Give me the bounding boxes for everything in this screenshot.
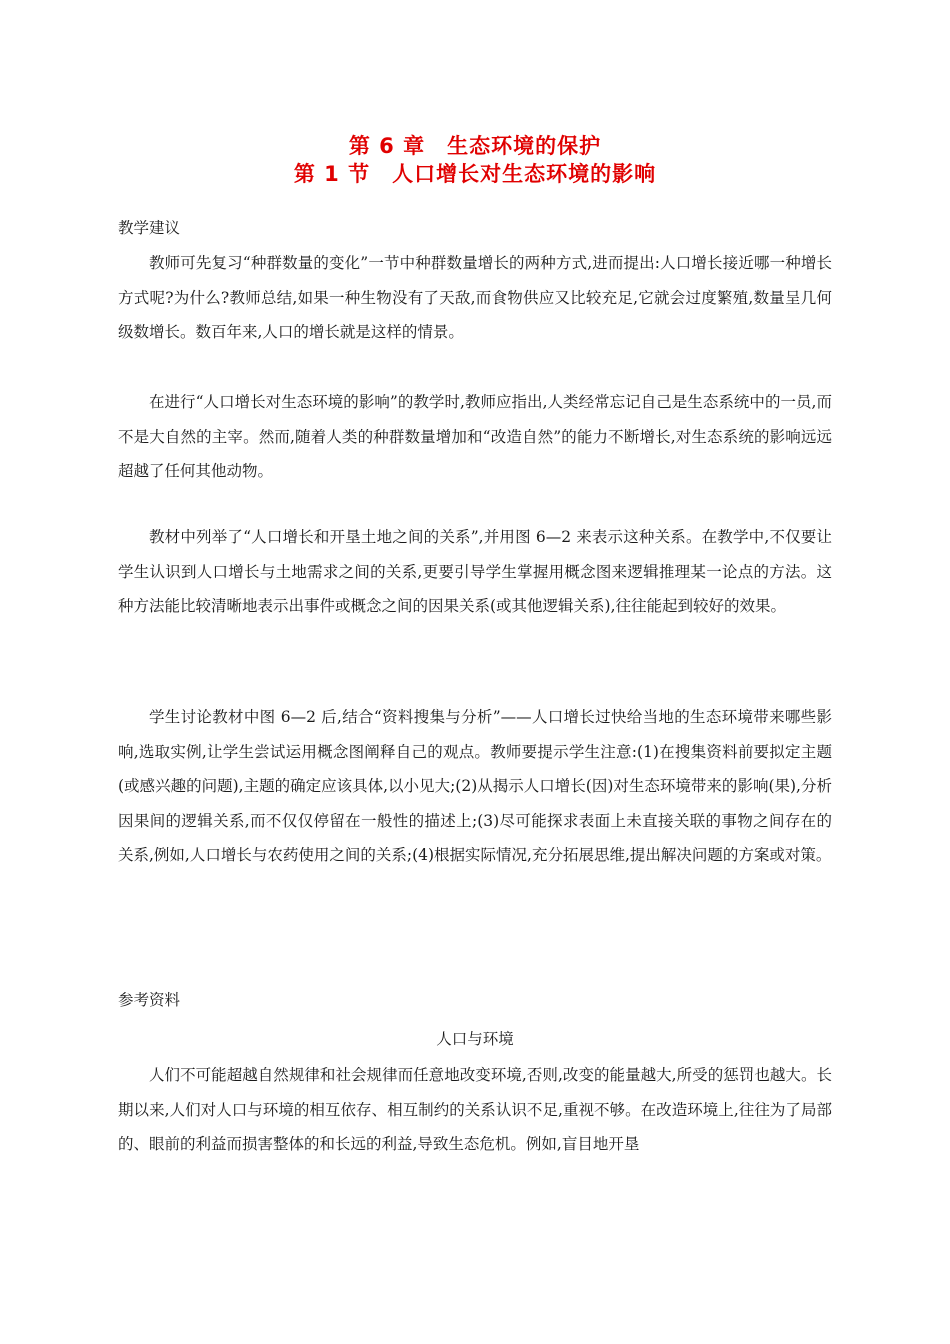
article-title: 人口与环境 (436, 1030, 514, 1048)
teaching-suggestions-heading: 教学建议 (118, 219, 181, 237)
reference-paragraph-1: 人们不可能超越自然规律和社会规律而任意地改变环境,否则,改变的能量越大,所受的惩罚也越大。长期以来,人们对人口与环境的相互依存、相互制约的关系认识不足,重视不够。在改造环境上,往往为了局部的、眼前的利益而损害整体的和长远的利益,导致生态危机。例如,盲目地开垦 (118, 1066, 832, 1154)
chapter-title: 第 6 章 生态环境的保护 (348, 134, 602, 158)
reference-heading: 参考资料 (118, 991, 181, 1009)
teaching-paragraph-2: 在进行“人口增长对生态环境的影响”的教学时,教师应指出,人类经常忘记自己是生态系统中的一员,而不是大自然的主宰。然而,随着人类的种群数量增加和“改造自然”的能力不断增长,对生态系统的影响远远超越了任何其他动物。 (118, 393, 832, 481)
teaching-paragraph-4: 学生讨论教材中图 6—2 后,结合“资料搜集与分析”——人口增长过快给当地的生态环境带来哪些影响,选取实例,让学生尝试运用概念图阐释自己的观点。教师要提示学生注意:(1)在搜集资料前要拟定主题(或感兴趣的问题),主题的确定应该具体,以小见大;(2)从揭示人口增长(因)对生态环境带来的影响(果),分析因果间的逻辑关系,而不仅仅停留在一般性的描述上;(3)尽可能探求表面上未直接关联的事物之间存在的关系,例如,人口增长与农药使用之间的关系;(4)根据实际情况,充分拓展思维,提出解决问题的方案或对策。 (118, 708, 832, 865)
teaching-paragraph-3: 教材中列举了“人口增长和开垦土地之间的关系”,并用图 6—2 来表示这种关系。在教学中,不仅要让学生认识到人口增长与土地需求之间的关系,更要引导学生掌握用概念图来逻辑推理某一论点的方法。这种方法能比较清晰地表示出事件或概念之间的因果关系(或其他逻辑关系),往往能起到较好的效果。 (118, 528, 832, 616)
section-title: 第 1 节 人口增长对生态环境的影响 (293, 162, 657, 186)
teaching-paragraph-1: 教师可先复习“种群数量的变化”一节中种群数量增长的两种方式,进而提出:人口增长接近哪一种增长方式呢?为什么?教师总结,如果一种生物没有了天敌,而食物供应又比较充足,它就会过度繁殖,数量呈几何级数增长。数百年来,人口的增长就是这样的情景。 (118, 254, 832, 342)
